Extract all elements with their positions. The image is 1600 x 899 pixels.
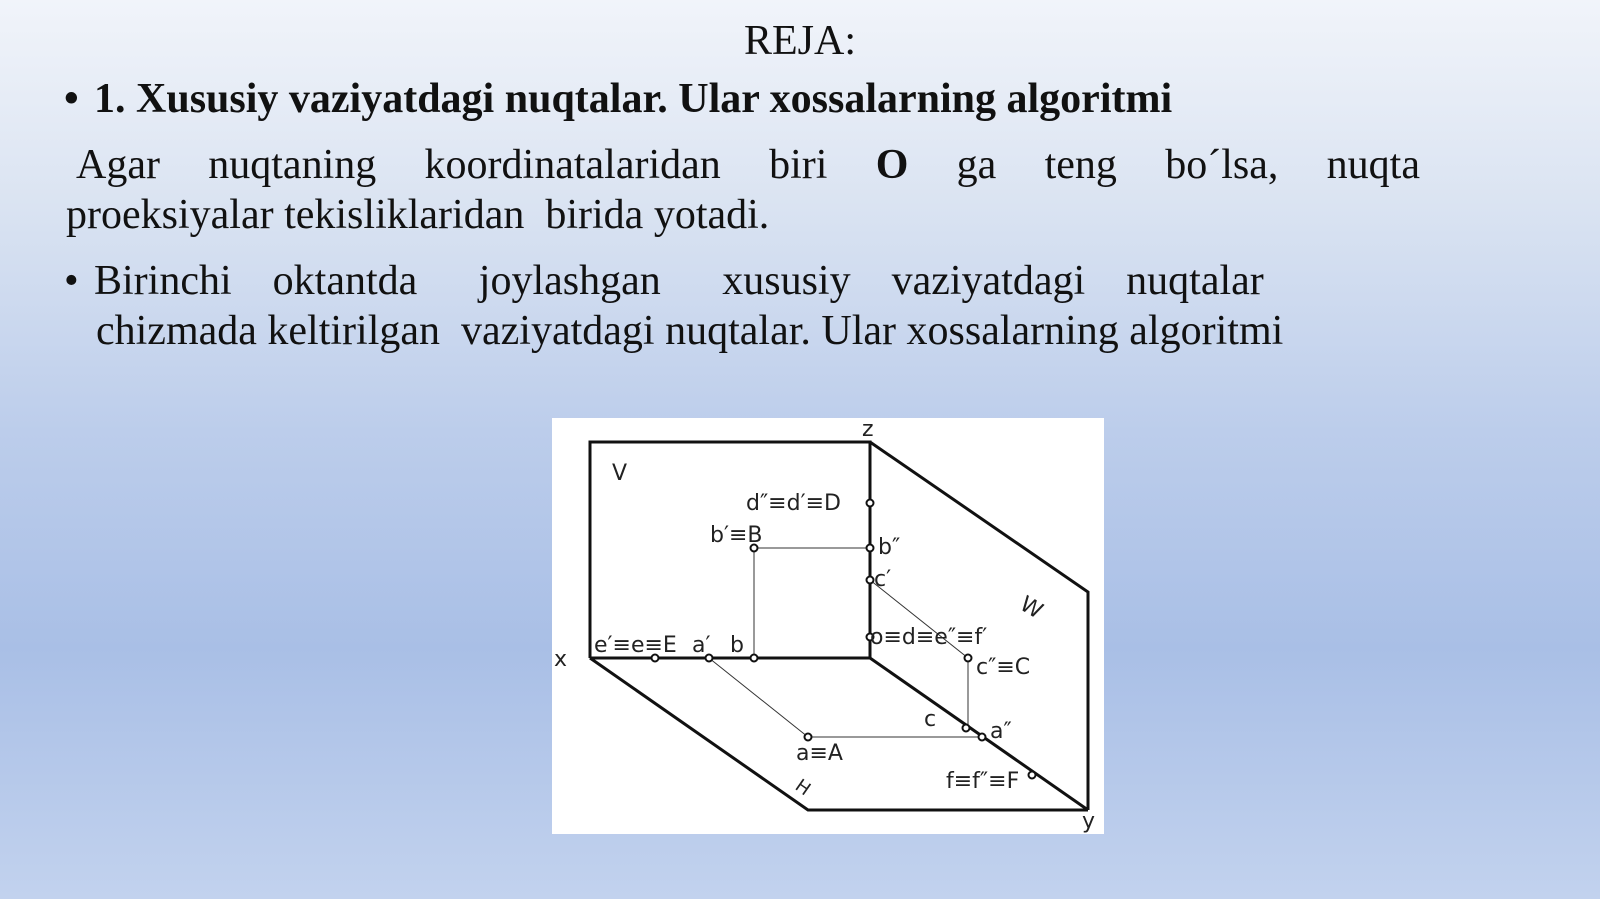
paragraph-word: nuqta <box>1326 142 1420 188</box>
label-c: c <box>924 707 937 732</box>
point-b-prime-prime <box>867 545 874 552</box>
paragraph-line-2: proeksiyalar tekisliklaridan birida yotadi. <box>66 192 770 238</box>
axis-x-label: x <box>554 647 568 672</box>
bullet-2-line-2: chizmada keltirilgan vaziyatdagi nuqtalar. Ular xossalarning algoritmi <box>96 308 1284 354</box>
heading-number: 1 <box>94 76 115 122</box>
paragraph-word: bo´lsa, <box>1165 142 1279 188</box>
point-c-prime <box>867 577 874 584</box>
heading-bullet-1 <box>64 74 1172 124</box>
octant-diagram <box>552 418 1104 834</box>
slide-title: REJA: <box>743 18 856 64</box>
point-f <box>1029 772 1036 779</box>
axis-z-label: z <box>862 418 874 442</box>
point-c-prime-prime <box>965 655 972 662</box>
plane-w-label: W <box>1015 591 1047 625</box>
heading-text: . Xususiy vaziyatdagi nuqtalar. Ular xossalarning algoritmi <box>115 76 1173 122</box>
point-b <box>751 655 758 662</box>
label-b: b <box>730 633 744 658</box>
plane-v-edge <box>590 442 870 658</box>
paragraph-line-1 <box>66 140 1420 190</box>
label-d-group: d″≡d′≡D <box>746 491 841 516</box>
paragraph-word: koordinatalaridan <box>424 142 721 188</box>
proj-line <box>709 658 808 737</box>
label-c-group: c″≡C <box>976 655 1031 680</box>
paragraph-word: biri <box>769 142 828 188</box>
point-d <box>867 500 874 507</box>
paragraph-word: teng <box>1044 142 1117 188</box>
point-a <box>805 734 812 741</box>
label-c-prime: c′ <box>874 567 892 592</box>
label-e-group: e′≡e≡E <box>594 633 677 658</box>
label-f-group: f≡f″≡F <box>946 769 1020 794</box>
label-a-double-prime: a″ <box>990 719 1012 744</box>
label-origin-group: o≡d≡e″≡f′ <box>870 625 988 650</box>
plane-h-label: H <box>791 775 815 801</box>
axis-y-label: y <box>1082 809 1096 834</box>
paragraph <box>66 140 1420 240</box>
paragraph-word: ga <box>956 142 997 188</box>
bullet-2-line-1 <box>64 256 1264 306</box>
paragraph-word-o: O <box>875 142 909 188</box>
point-a-prime-prime <box>979 734 986 741</box>
point-c <box>963 725 970 732</box>
label-a-group: a≡A <box>796 741 843 766</box>
label-b-double-prime: b″ <box>878 535 901 560</box>
paragraph-word: nuqtaning <box>208 142 377 188</box>
bullet-2-text: Birinchi oktantda joylashgan xususiy vaziyatdagi nuqtalar <box>94 258 1264 304</box>
bullet-marker: • <box>64 76 79 122</box>
plane-v-label: V <box>612 461 628 486</box>
paragraph-word: Agar <box>76 142 160 188</box>
label-b-group: b′≡B <box>710 523 763 548</box>
octant-diagram-svg <box>552 418 1104 834</box>
bullet-marker: • <box>64 258 79 304</box>
label-a-prime: a′ <box>692 633 711 658</box>
